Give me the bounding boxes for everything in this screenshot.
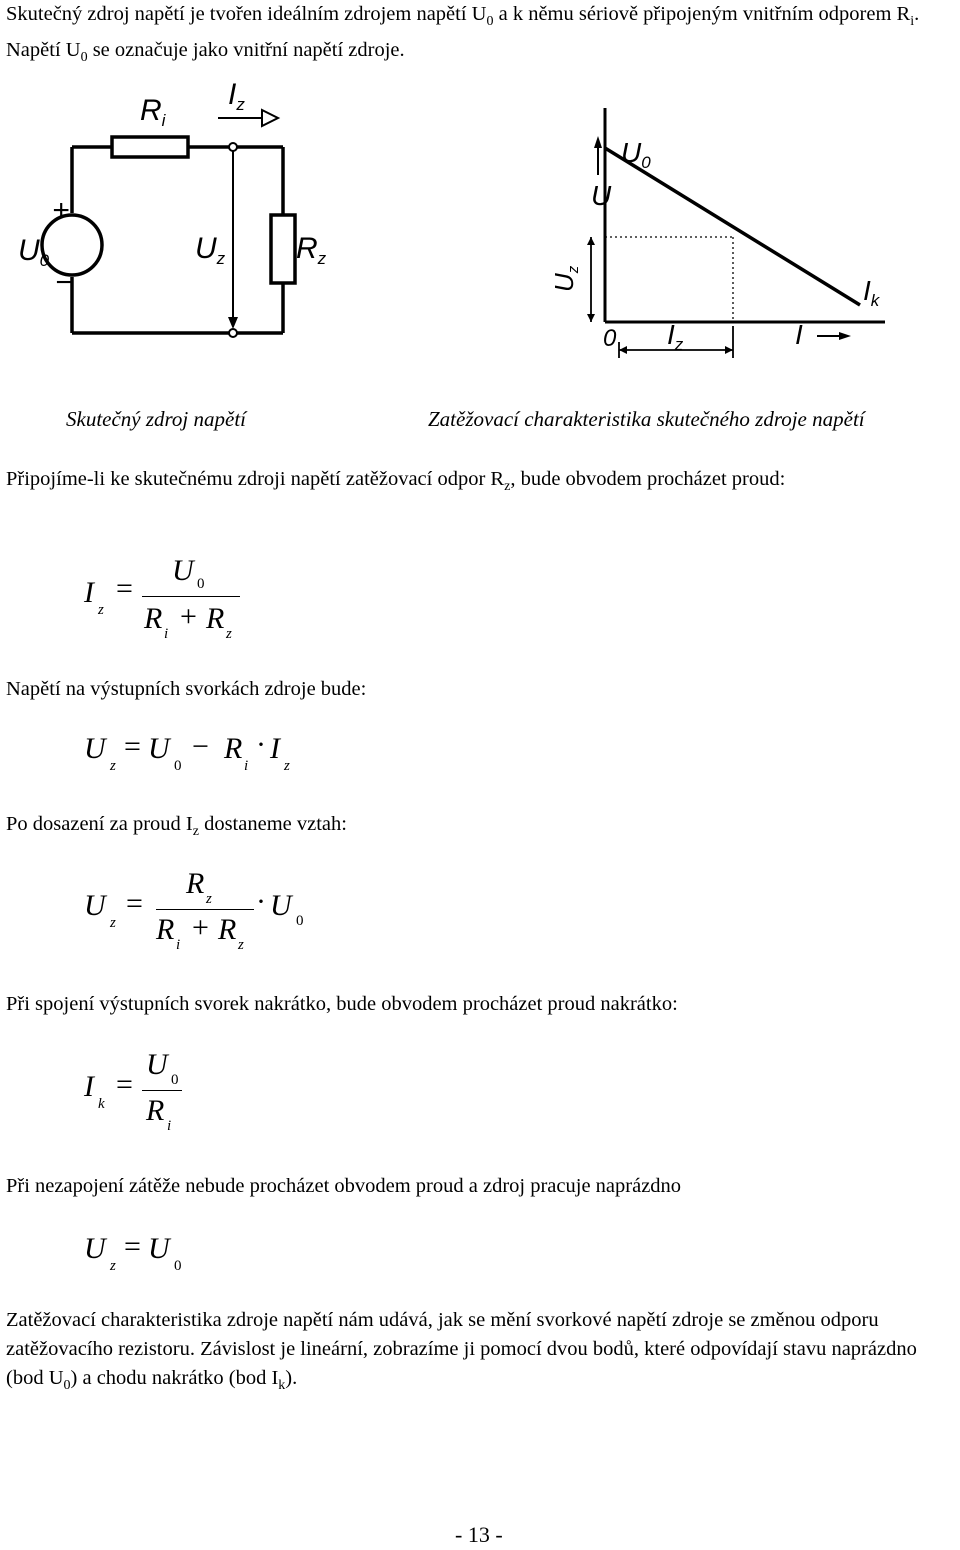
eq2-sub-i: i xyxy=(244,758,249,774)
eq3-sub-0: 0 xyxy=(296,913,304,929)
eq2-I: I xyxy=(270,732,280,765)
label-minus: − xyxy=(55,266,73,299)
p6-text-b: ) a chodu nakrátko (bod I xyxy=(70,1367,279,1389)
caption-circuit: Skutečný zdroj napětí xyxy=(66,407,247,431)
eq1-num-U: U xyxy=(172,554,194,587)
eq3-dot: · xyxy=(256,885,266,918)
p6-text-a: Zatěžovací charakteristika zdroje napětí nám udává, jak se mění svorkové napětí zdroje se změnou odporu zatěžovacího rezistoru. Závislost je lineární, zobrazíme ji pomocí dvou bodů, které odpovídají stavu naprázdno (bod U xyxy=(6,1309,917,1389)
eq2-equals: = xyxy=(124,730,141,763)
eq4-fraction-bar xyxy=(142,1090,182,1091)
equation-terminal-voltage xyxy=(84,728,304,788)
intro-sub-2: i xyxy=(910,14,915,30)
intro-text-3: . Napětí U xyxy=(6,3,920,62)
eq3-equals: = xyxy=(126,887,143,920)
p3-sub: z xyxy=(192,824,199,840)
eq3-den-sub-i: i xyxy=(176,937,181,953)
paragraph-open-circuit: Při nezapojení zátěže nebude procházet obvodem proud a zdroj pracuje naprázdno xyxy=(6,1175,682,1197)
intro-sub-1: 0 xyxy=(486,14,494,30)
equation-short-circuit xyxy=(84,1046,204,1146)
p6-sub-1: 0 xyxy=(63,1378,71,1394)
eq4-den-R: R xyxy=(146,1094,165,1127)
eq2-R: R xyxy=(224,732,243,765)
intro-text-4: se označuje jako vnitřní napětí zdroje. xyxy=(87,39,405,62)
graph-label-u: U xyxy=(591,180,612,211)
p1-sub: z xyxy=(504,479,511,495)
equation-open-circuit xyxy=(84,1228,204,1278)
page-number: - 13 - xyxy=(455,1522,503,1547)
label-u0: $U_0$ xyxy=(18,234,50,270)
eq5-U: U xyxy=(84,1232,106,1265)
eq1-plus: + xyxy=(180,600,197,633)
p6-sub-2: k xyxy=(278,1378,286,1394)
p6-text-c: ). xyxy=(285,1367,298,1389)
eq5-sub-z: z xyxy=(110,1258,116,1274)
eq3-U0: U xyxy=(270,889,292,922)
load-characteristic-graph xyxy=(549,100,905,370)
eq2-minus: − xyxy=(192,730,209,763)
graph-label-iz: $I_z$ xyxy=(667,319,684,354)
eq3-num-R: R xyxy=(186,867,205,900)
eq2-dot: · xyxy=(256,728,266,761)
intro-sub-3: 0 xyxy=(80,50,88,66)
label-rz: $R_z$ xyxy=(296,232,327,268)
eq4-sub-k: k xyxy=(98,1096,105,1112)
p3-text-b: dostaneme vztah: xyxy=(198,813,347,835)
eq1-num-sub-0: 0 xyxy=(197,576,205,592)
eq3-num-sub-z: z xyxy=(206,891,212,907)
caption-graph: Zatěžovací charakteristika skutečného zdroje napětí xyxy=(428,407,865,431)
eq1-den-R2: R xyxy=(206,602,225,635)
p1-text-a: Připojíme-li ke skutečnému zdroji napětí zatěžovací odpor R xyxy=(6,468,505,490)
eq5-sub-0: 0 xyxy=(174,1258,182,1274)
equation-current xyxy=(84,550,264,650)
eq1-den-sub-i: i xyxy=(164,626,169,642)
graph-label-ik: $I_k$ xyxy=(863,275,880,310)
eq4-I: I xyxy=(84,1070,94,1103)
eq3-den-sub-z: z xyxy=(238,937,244,953)
eq1-den-R1: R xyxy=(144,602,163,635)
intro-paragraph xyxy=(6,0,954,72)
paragraph-load xyxy=(6,465,954,501)
label-plus: + xyxy=(52,194,70,227)
eq4-den-sub-i: i xyxy=(167,1118,172,1134)
eq4-num-sub-0: 0 xyxy=(171,1072,179,1088)
label-ri: $R_i$ xyxy=(140,94,166,130)
label-iz: $I_z$ xyxy=(228,78,245,114)
eq2-U: U xyxy=(84,732,106,765)
eq2-U0: U xyxy=(148,732,170,765)
graph-label-i: I xyxy=(795,319,803,350)
eq2-sub-z: z xyxy=(110,758,116,774)
intro-text-2: a k němu sériově připojeným vnitřním odporem R xyxy=(493,3,911,25)
eq1-sub-z: z xyxy=(98,602,104,618)
eq3-plus: + xyxy=(192,911,209,944)
eq1-den-sub-z: z xyxy=(226,626,232,642)
paragraph-characteristic xyxy=(6,1306,954,1400)
circuit-diagram xyxy=(0,70,340,370)
eq2-sub-0: 0 xyxy=(174,758,182,774)
paragraph-short-circuit: Při spojení výstupních svorek nakrátko, bude obvodem procházet proud nakrátko: xyxy=(6,993,678,1015)
graph-label-u0: $U_0$ xyxy=(621,137,651,172)
intro-text-1: Skutečný zdroj napětí je tvořen ideálním zdrojem napětí U xyxy=(6,3,487,25)
eq4-equals: = xyxy=(116,1068,133,1101)
eq3-sub-z: z xyxy=(110,915,116,931)
graph-label-uz: Uz xyxy=(549,265,582,292)
eq1-fraction-bar xyxy=(142,596,240,597)
p1-text-b: , bude obvodem procházet proud: xyxy=(510,468,786,490)
eq1-equals: = xyxy=(116,572,133,605)
graph-label-zero: 0 xyxy=(603,325,617,352)
eq4-num-U: U xyxy=(146,1048,168,1081)
equation-voltage-divider xyxy=(84,865,324,965)
label-uz: $U_z$ xyxy=(195,232,226,268)
eq3-U: U xyxy=(84,889,106,922)
paragraph-terminal-voltage: Napětí na výstupních svorkách zdroje bude: xyxy=(6,678,367,700)
eq5-U0: U xyxy=(148,1232,170,1265)
paragraph-substitution xyxy=(6,810,954,846)
eq2-sub-z2: z xyxy=(284,758,290,774)
eq3-den-R1: R xyxy=(156,913,175,946)
eq1-I: I xyxy=(84,576,94,609)
p3-text-a: Po dosazení za proud I xyxy=(6,813,193,835)
terminal-bottom xyxy=(229,329,237,337)
eq3-den-R2: R xyxy=(218,913,237,946)
terminal-top xyxy=(229,143,237,151)
eq5-equals: = xyxy=(124,1230,141,1263)
eq3-fraction-bar xyxy=(156,909,254,910)
